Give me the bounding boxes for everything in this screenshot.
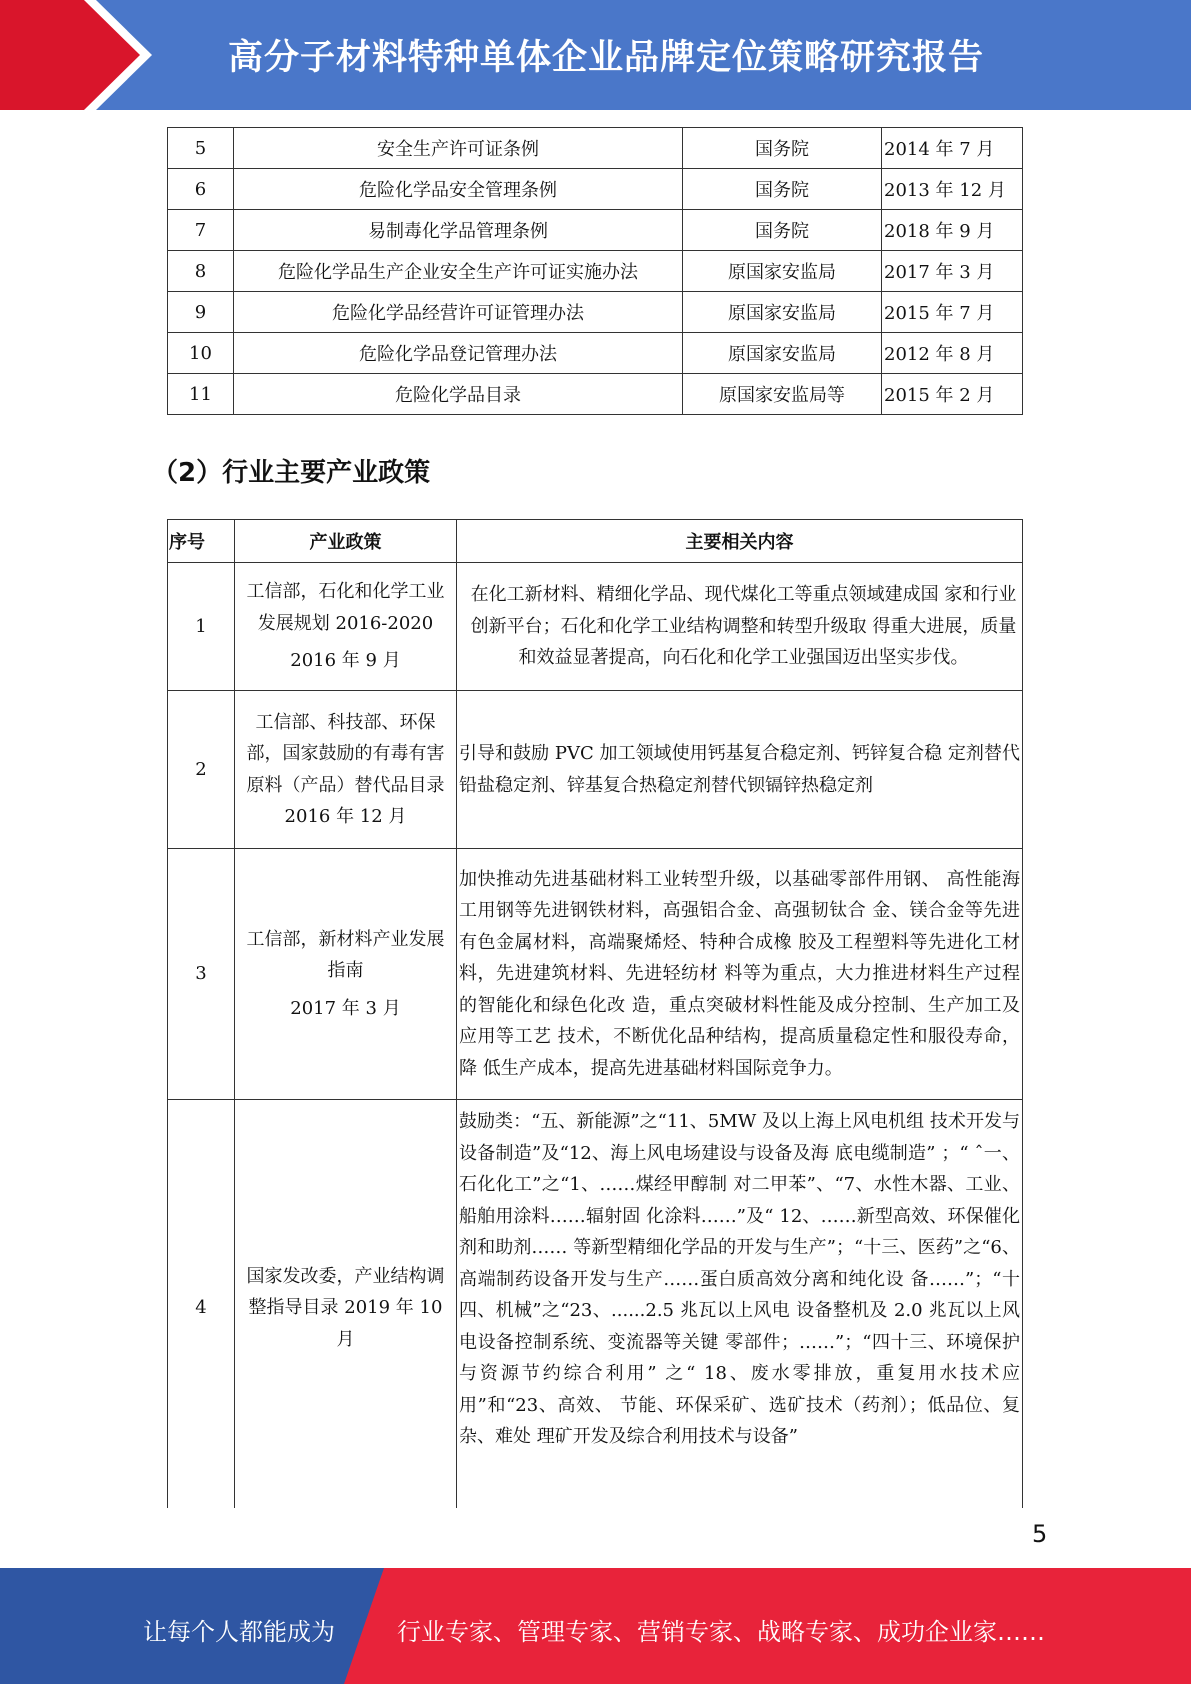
row-issuer: 国务院 xyxy=(683,210,882,251)
policy-table-header xyxy=(168,520,1023,563)
policy-name: 工信部，石化和化学工业发展规划 2016-2020 xyxy=(246,581,445,634)
header-no: 序号 xyxy=(168,520,235,563)
table-row xyxy=(168,169,1023,210)
row-policy: 工信部、科技部、环保部，国家鼓励的有毒有害原料（产品）替代品目录 2016 年 12 月 xyxy=(235,691,457,849)
section-title: （2）行业主要产业政策 xyxy=(152,458,431,488)
row-name: 危险化学品经营许可证管理办法 xyxy=(234,292,683,333)
table-row xyxy=(168,1100,1023,1517)
row-content: 加快推动先进基础材料工业转型升级，以基础零部件用钢、 高性能海工用钢等先进钢铁材料，高强铝合金、高强韧钛合 金、镁合金等先进有色金属材料，高端聚烯烃、特种合成橡 胶及工程塑料等先进化工材料，先进建筑材料、先进轻纺材 料等为重点，大力推进材料生产过程的智能化和绿色化改 造，重点突破材料性能及成分控制、生产加工及应用等工艺 技术，不断优化品种结构，提高质量稳定性和服役寿命，降 低生产成本，提高先进基础材料国际竞争力。 xyxy=(457,849,1023,1100)
row-name: 安全生产许可证条例 xyxy=(234,128,683,169)
table-row xyxy=(168,210,1023,251)
row-date: 2012 年 8 月 xyxy=(882,333,1023,374)
row-date: 2017 年 3 月 xyxy=(882,251,1023,292)
row-policy xyxy=(235,563,457,691)
row-name: 危险化学品目录 xyxy=(234,374,683,415)
header-policy: 产业政策 xyxy=(235,520,457,563)
row-no: 6 xyxy=(168,169,234,210)
report-title: 高分子材料特种单体企业品牌定位策略研究报告 xyxy=(228,38,985,78)
policy-table xyxy=(167,519,1023,1517)
row-name: 危险化学品生产企业安全生产许可证实施办法 xyxy=(234,251,683,292)
page-number: 5 xyxy=(1032,1520,1048,1548)
policy-date: 2016 年 9 月 xyxy=(290,650,401,672)
row-issuer: 原国家安监局 xyxy=(683,333,882,374)
row-date: 2013 年 12 月 xyxy=(882,169,1023,210)
row-no: 1 xyxy=(168,563,235,691)
page-bottom-margin xyxy=(0,1508,1191,1518)
row-name: 危险化学品安全管理条例 xyxy=(234,169,683,210)
row-no: 2 xyxy=(168,691,235,849)
table-row xyxy=(168,333,1023,374)
footer-slogan-left: 让每个人都能成为 xyxy=(143,1618,335,1646)
row-date: 2014 年 7 月 xyxy=(882,128,1023,169)
table-row xyxy=(168,849,1023,1100)
row-policy xyxy=(235,849,457,1100)
table-row xyxy=(168,563,1023,691)
row-issuer: 国务院 xyxy=(683,169,882,210)
table-row xyxy=(168,292,1023,333)
row-issuer: 原国家安监局 xyxy=(683,251,882,292)
row-no: 9 xyxy=(168,292,234,333)
row-issuer: 原国家安监局 xyxy=(683,292,882,333)
header-content: 主要相关内容 xyxy=(457,520,1023,563)
row-no: 4 xyxy=(168,1100,235,1517)
row-content: 在化工新材料、精细化学品、现代煤化工等重点领域建成国 家和行业创新平台；石化和化学工业结构调整和转型升级取 得重大进展，质量和效益显著提高，向石化和化学工业强国迈出坚实步伐。 xyxy=(457,563,1023,691)
row-policy: 国家发改委，产业结构调整指导目录 2019 年 10 月 xyxy=(235,1100,457,1517)
header-arrow-decoration xyxy=(0,0,160,110)
policy-name: 工信部，新材料产业发展指南 xyxy=(246,928,445,982)
regulations-table xyxy=(167,127,1023,415)
table-row xyxy=(168,374,1023,415)
row-no: 10 xyxy=(168,333,234,374)
row-date: 2015 年 7 月 xyxy=(882,292,1023,333)
row-no: 7 xyxy=(168,210,234,251)
header-banner xyxy=(0,0,1191,110)
table-row xyxy=(168,128,1023,169)
row-content: 引导和鼓励 PVC 加工领域使用钙基复合稳定剂、钙锌复合稳 定剂替代铅盐稳定剂、锌基复合热稳定剂替代钡镉锌热稳定剂 xyxy=(457,691,1023,849)
row-name: 易制毒化学品管理条例 xyxy=(234,210,683,251)
row-no: 3 xyxy=(168,849,235,1100)
row-no: 11 xyxy=(168,374,234,415)
policy-date: 2017 年 3 月 xyxy=(290,997,401,1019)
row-no: 5 xyxy=(168,128,234,169)
footer-slogan-right: 行业专家、管理专家、营销专家、战略专家、成功企业家…… xyxy=(397,1618,1045,1646)
row-date: 2018 年 9 月 xyxy=(882,210,1023,251)
row-date: 2015 年 2 月 xyxy=(882,374,1023,415)
row-issuer: 原国家安监局等 xyxy=(683,374,882,415)
table-row xyxy=(168,691,1023,849)
row-name: 危险化学品登记管理办法 xyxy=(234,333,683,374)
table-row xyxy=(168,251,1023,292)
row-issuer: 国务院 xyxy=(683,128,882,169)
row-content: 鼓励类：“五、新能源”之“11、5MW 及以上海上风电机组 技术开发与设备制造”及“12、海上风电场建设与设备及海 底电缆制造” ；“ ˆ一、石化化工”之“1、……煤经甲醇制 对二甲苯”、“7、水性木器、工业、船舶用涂料……辐射固 化涂料……”及“ 12、……新型高效、环保催化剂和助剂…… 等新型精细化学品的开发与生产”；“十三、医药”之“6、 高端制药设备开发与生产……蛋白质高效分离和纯化设 备……”；“十四、机械”之“23、......2.5 兆瓦以上风电 设备整机及 2.0 兆瓦以上风电设备控制系统、变流器等关键 零部件；……”；“四十三、环境保护与资源节约综合利用” 之“ 18、废水零排放，重复用水技术应用”和“23、高效、 节能、环保采矿、选矿技术（药剂）；低品位、复杂、难处 理矿开发及综合利用技术与设备” xyxy=(457,1100,1023,1517)
row-no: 8 xyxy=(168,251,234,292)
